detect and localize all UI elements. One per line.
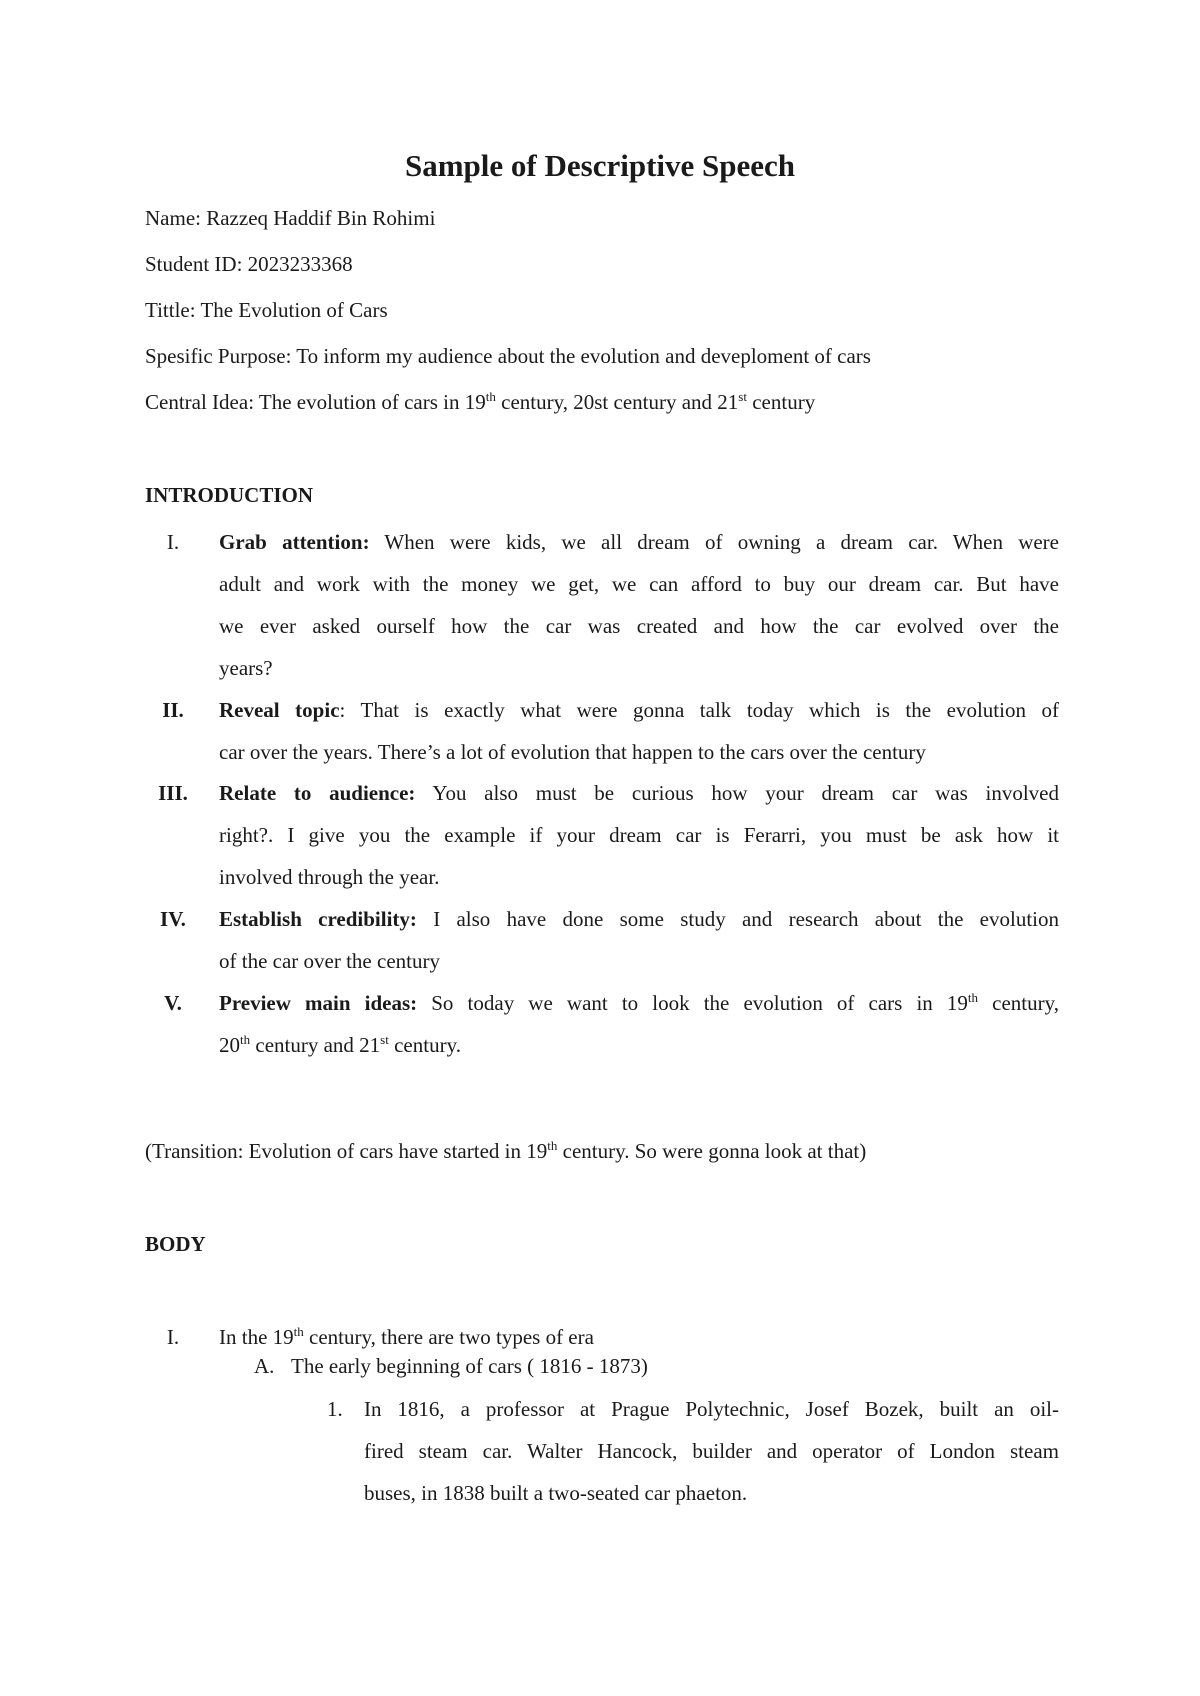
intro-numeral-2: II. bbox=[162, 698, 184, 722]
intro-item-credibility: Establish credibility: I also have done some study and research about the evolution of the car over the century bbox=[219, 907, 1060, 973]
body-heading: BODY bbox=[145, 1232, 206, 1256]
intro-item-reveal-topic: Reveal topic: That is exactly what were gonna talk today which is the evolution of car over the years. There’s a lot of evolution that happen to the cars over the century bbox=[219, 698, 1059, 764]
body-sub-letter-a: A. bbox=[254, 1354, 275, 1378]
central-idea: Central Idea: The evolution of cars in 19th century, 20st century and 21st century bbox=[145, 389, 816, 414]
student-name: Name: Razzeq Haddif Bin Rohimi bbox=[145, 206, 436, 230]
intro-numeral-4: IV. bbox=[160, 907, 186, 931]
intro-numeral-1: I. bbox=[166, 530, 180, 554]
body-numeral-1: I. bbox=[166, 1325, 180, 1349]
specific-purpose: Spesific Purpose: To inform my audience about the evolution and deveploment of cars bbox=[145, 344, 871, 368]
intro-item-grab-attention: Grab attention: When were kids, we all dream of owning a dream car. When were adult and work with the money we get, we can afford to buy our dream car. But have we ever asked ourself how the car was created and how the car evolved over the years? bbox=[219, 530, 1059, 680]
body-item-1: In the 19th century, there are two types of era bbox=[219, 1324, 594, 1349]
body-sub-a-text: The early beginning of cars ( 1816 - 1873) bbox=[291, 1354, 648, 1378]
student-id: Student ID: 2023233368 bbox=[145, 252, 353, 276]
document-title: Sample of Descriptive Speech bbox=[404, 148, 796, 183]
speech-title: Tittle: The Evolution of Cars bbox=[145, 298, 388, 322]
intro-numeral-3: III. bbox=[158, 781, 188, 805]
intro-item-relate-audience: Relate to audience: You also must be curious how your dream car was involved right?. I give you the example if your dream car is Ferarri, you must be ask how it involved through the year. bbox=[219, 781, 1059, 889]
body-point-number-1: 1. bbox=[327, 1397, 343, 1421]
intro-item-preview: Preview main ideas: So today we want to look the evolution of cars in 19th century, 20th century and 21st century. bbox=[219, 990, 1059, 1057]
intro-numeral-5: V. bbox=[164, 991, 182, 1015]
introduction-heading: INTRODUCTION bbox=[145, 483, 314, 507]
body-point-1-text: In 1816, a professor at Prague Polytechnic, Josef Bozek, built an oil- fired steam car. Walter Hancock, builder and operator of London steam buses, in 1838 built a two-seated car phaeton. bbox=[364, 1397, 1059, 1505]
transition-note: (Transition: Evolution of cars have started in 19th century. So were gonna look at that) bbox=[145, 1138, 867, 1163]
